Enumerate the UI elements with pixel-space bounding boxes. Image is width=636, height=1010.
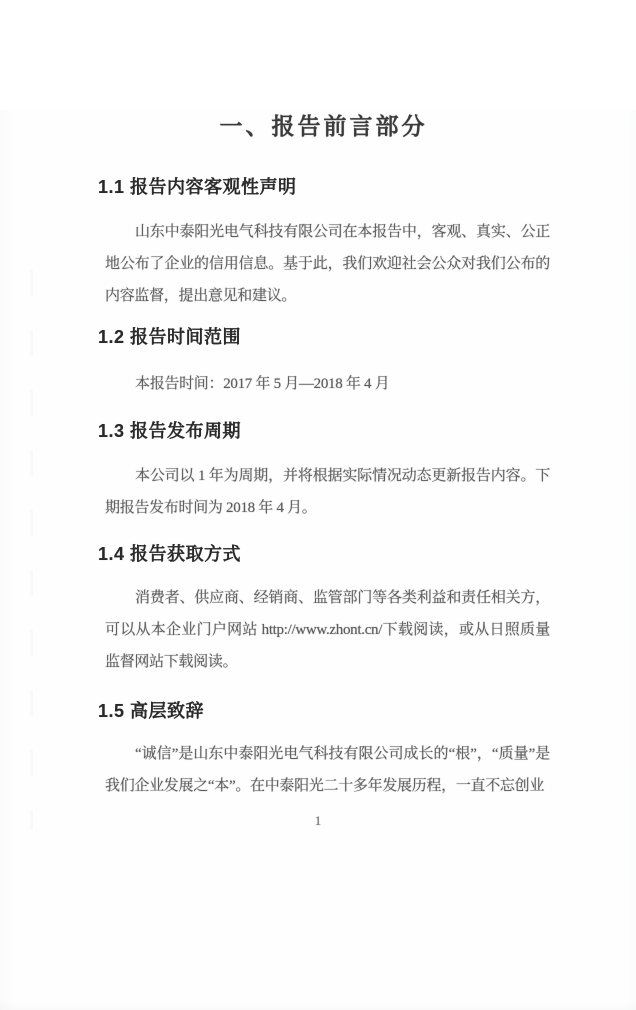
page-title: 一、报告前言部分 — [219, 114, 428, 139]
section-1-5 — [0, 699, 636, 802]
section-body: 本公司以 1 年为周期，并将根据实际情况动态更新报告内容。下期报告发布时间为 2018 年 4 月。 — [105, 468, 550, 516]
section-body: 山东中泰阳光电气科技有限公司在本报告中，客观、真实、公正地公布了企业的信用信息。基于此，我们欢迎社会公众对我们公布的内容监督，提出意见和建议。 — [105, 224, 550, 304]
section-heading: 1.2 报告时间范围 — [98, 327, 242, 347]
section-body: 本报告时间：2017 年 5 月—2018 年 4 月 — [135, 376, 390, 392]
section-heading: 1.4 报告获取方式 — [98, 544, 242, 564]
section-1-3 — [0, 419, 636, 524]
page-number: 1 — [314, 813, 322, 828]
document-page — [0, 110, 636, 1010]
section-1-1 — [0, 175, 636, 312]
section-heading: 1.1 报告内容客观性声明 — [98, 177, 297, 197]
section-body: 消费者、供应商、经销商、监管部门等各类利益和责任相关方，可以从本企业门户网站 http://www.zhont.cn/下载阅读，或从日照质量监督网站下载阅读。 — [105, 590, 550, 670]
section-heading: 1.5 高层致辞 — [98, 701, 205, 721]
section-1-2 — [0, 325, 636, 400]
section-heading: 1.3 报告发布周期 — [98, 421, 242, 441]
section-body: “诚信”是山东中泰阳光电气科技有限公司成长的“根”，“质量”是我们企业发展之“本”。在中泰阳光二十多年发展历程，一直不忘创业 — [105, 746, 550, 794]
section-1-4 — [0, 542, 636, 678]
